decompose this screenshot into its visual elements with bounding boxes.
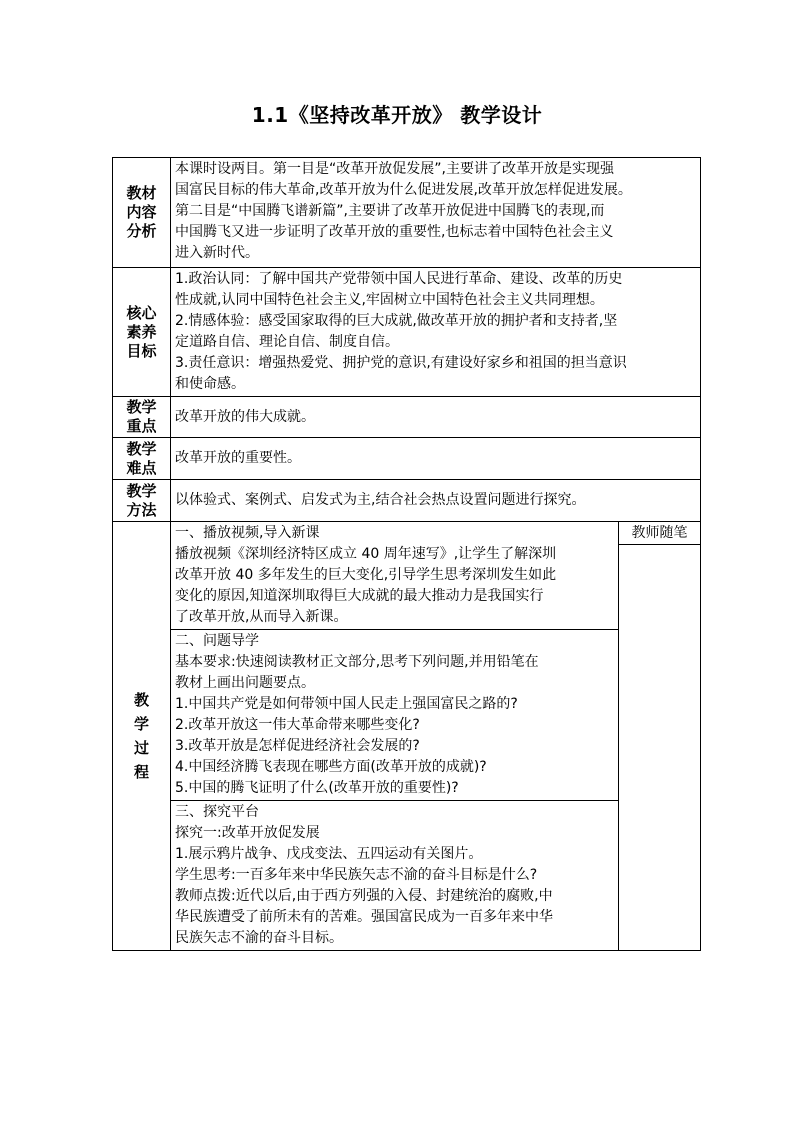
row-core-literacy [113,268,701,397]
row-methods [113,480,701,522]
teacher-notes-header: 教师随笔 [619,522,700,545]
key-points-text: 改革开放的伟大成就。 [171,397,701,438]
methods-text: 以体验式、案例式、启发式为主,结合社会热点设置问题进行探究。 [171,480,701,522]
label-methods: 教学 方法 [113,480,171,522]
lesson-plan-table [112,157,701,951]
label-content-analysis: 教材 内容 分析 [113,158,171,268]
label-teaching-process: 教 学 过 程 [113,522,171,951]
label-difficulties: 教学 难点 [113,438,171,480]
teacher-notes-column [619,522,701,951]
difficulties-text: 改革开放的重要性。 [171,438,701,480]
row-difficulties [113,438,701,480]
row-process-2 [113,630,701,801]
row-content-analysis [113,158,701,268]
content-analysis-text: 本课时设两目。第一目是“改革开放促发展”,主要讲了改革开放是实现强 国富民目标的伟大革命,改革开放为什么促进发展,改革开放怎样促进发展。 第二目是“中国腾飞谱新篇”,主要讲了改革开放促进中国腾飞的表现,而 中国腾飞又进一步证明了改革开放的重要性,也标志着中国特色社会主义 进入新时代。 [171,158,701,268]
label-key-points: 教学 重点 [113,397,171,438]
document-title: 1.1《坚持改革开放》 教学设计 [251,103,543,127]
label-core-literacy: 核心 素养 目标 [113,268,171,397]
row-key-points [113,397,701,438]
row-process-3 [113,801,701,951]
row-process-1 [113,522,701,630]
core-literacy-text: 1.政治认同：了解中国共产党带领中国人民进行革命、建设、改革的历史 性成就,认同中国特色社会主义,牢固树立中国特色社会主义共同理想。 2.情感体验：感受国家取得的巨大成就,做改革开放的拥护者和支持者,坚 定道路自信、理论自信、制度自信。 3.责任意识：增强热爱党、拥护党的意识,有建设好家乡和祖国的担当意识 和使命感。 [171,268,701,397]
process-section-intro: 一、播放视频,导入新课 播放视频《深圳经济特区成立 40 周年速写》,让学生了解深圳 改革开放 40 多年发生的巨大变化,引导学生思考深圳发生如此 变化的原因,知道深圳取得巨大成就的最大推动力是我国实行 了改革开放,从而导入新课。 [171,522,619,630]
process-section-exploration: 三、探究平台 探究一:改革开放促发展 1.展示鸦片战争、戊戌变法、五四运动有关图片。 学生思考:一百多年来中华民族矢志不渝的奋斗目标是什么? 教师点拨:近代以后,由于西方列强的入侵、封建统治的腐败,中 华民族遭受了前所未有的苦难。强国富民成为一百多年来中华 民族矢志不渝的奋斗目标。 [171,801,619,951]
process-section-questions: 二、问题导学 基本要求:快速阅读教材正文部分,思考下列问题,并用铅笔在 教材上画出问题要点。 1.中国共产党是如何带领中国人民走上强国富民之路的? 2.改革开放这一伟大革命带来哪些变化? 3.改革开放是怎样促进经济社会发展的? 4.中国经济腾飞表现在哪些方面(改革开放的成就)? 5.中国的腾飞证明了什么(改革开放的重要性)? [171,630,619,801]
